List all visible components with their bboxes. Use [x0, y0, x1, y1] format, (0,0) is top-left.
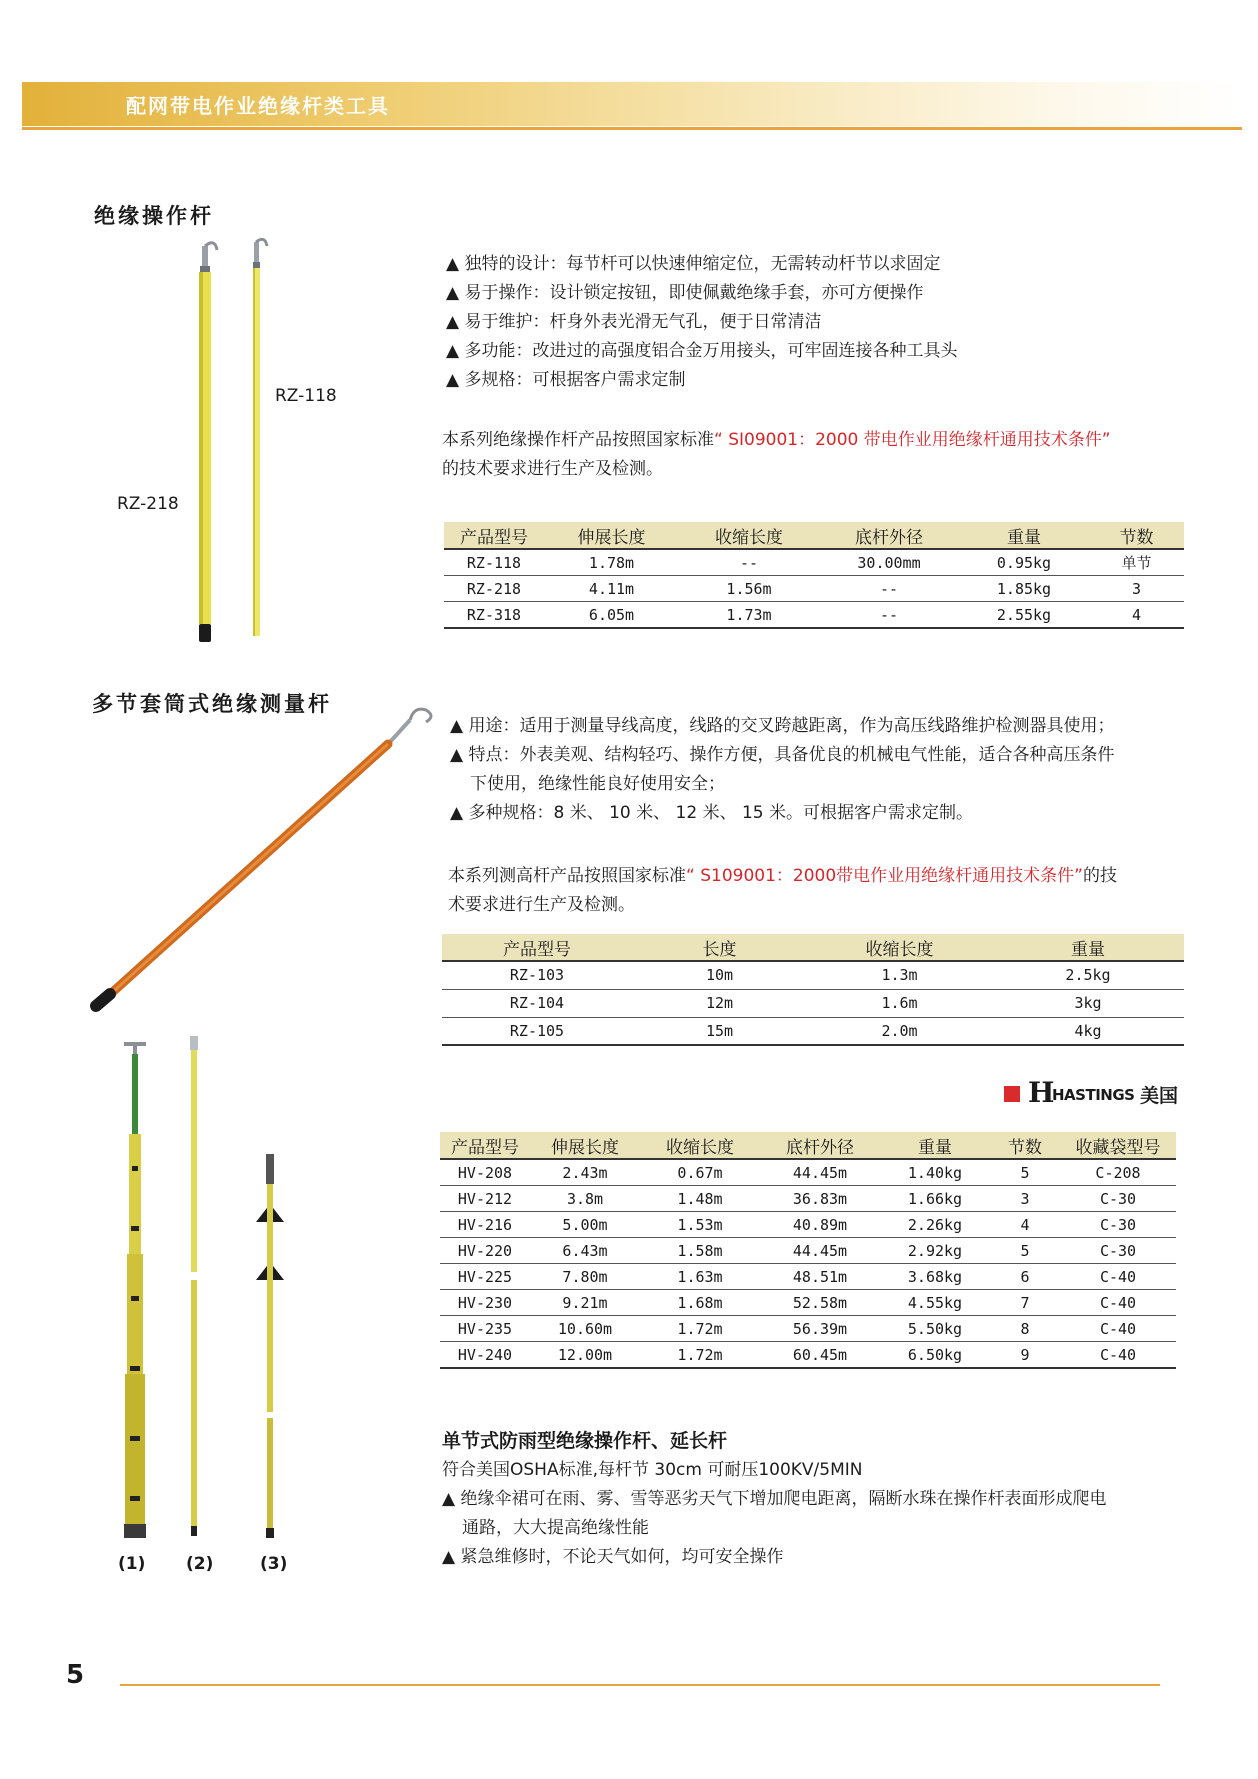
pole2-lower	[191, 1280, 197, 1526]
brand-name: HASTINGS	[1052, 1086, 1135, 1104]
brand-country: 美国	[1140, 1085, 1179, 1107]
table-cell: 2.0m	[807, 1017, 992, 1045]
section1-title: 绝缘操作杆	[94, 204, 214, 228]
table-row	[440, 1264, 1176, 1290]
table-cell: HV-208	[440, 1159, 530, 1186]
table-cell: HV-220	[440, 1238, 530, 1264]
table-row	[440, 1186, 1176, 1212]
table-header: 长度	[632, 934, 807, 961]
table-cell: 9.21m	[530, 1290, 640, 1316]
table-cell: 1.3m	[807, 961, 992, 989]
feature-item: ▲ 用途：适用于测量导线高度，线路的交叉跨越距离，作为高压线路维护检测器具使用；	[450, 716, 1115, 736]
table-header: 产品型号	[440, 1132, 530, 1159]
note-text: 的技	[1082, 866, 1117, 886]
table-cell: HV-235	[440, 1316, 530, 1342]
table-header: 收藏袋型号	[1060, 1132, 1176, 1159]
table-cell: 单节	[1089, 549, 1184, 576]
table-cell: RZ-104	[442, 989, 632, 1017]
table-cell: 3	[990, 1186, 1060, 1212]
table-row	[440, 1290, 1176, 1316]
table-cell: C-30	[1060, 1212, 1176, 1238]
table-cell: 12m	[632, 989, 807, 1017]
table-cell: 2.26kg	[880, 1212, 990, 1238]
table-cell: 9	[990, 1342, 1060, 1369]
rod-highlight	[106, 744, 388, 998]
table-cell: 2.5kg	[992, 961, 1184, 989]
pole2-upper	[191, 1050, 197, 1272]
section2-standard-note	[448, 862, 1208, 920]
table-cell: 48.51m	[760, 1264, 880, 1290]
table-cell: 56.39m	[760, 1316, 880, 1342]
hastings-spec-table	[440, 1132, 1176, 1369]
feature-item: ▲ 易于操作：设计锁定按钮，即使佩戴绝缘手套，亦可方便操作	[446, 283, 924, 303]
table-cell: 1.72m	[640, 1316, 760, 1342]
section1-standard-note	[442, 426, 1202, 484]
table-cell: C-30	[1060, 1186, 1176, 1212]
table-cell: 4	[1089, 602, 1184, 629]
table-cell: --	[679, 549, 819, 576]
table-header: 重量	[959, 522, 1089, 549]
table-cell: C-40	[1060, 1342, 1176, 1369]
pole-end-cap	[199, 624, 211, 642]
table-cell: --	[819, 602, 959, 629]
table-cell: 5	[990, 1238, 1060, 1264]
table-cell: 12.00m	[530, 1342, 640, 1369]
table-row	[444, 602, 1184, 629]
table-cell: 1.73m	[679, 602, 819, 629]
table-cell: 7	[990, 1290, 1060, 1316]
table-cell: RZ-318	[444, 602, 544, 629]
table-cell: 3.8m	[530, 1186, 640, 1212]
brand-logo-letter: H	[1028, 1076, 1055, 1109]
pole1-section	[127, 1254, 143, 1374]
feature-item: ▲ 紧急维修时，不论天气如何，均可安全操作	[442, 1547, 784, 1567]
table-cell: 4kg	[992, 1017, 1184, 1045]
feature-item: ▲ 多规格：可根据客户需求定制	[446, 370, 686, 390]
table-cell: 2.43m	[530, 1159, 640, 1186]
table-header: 重量	[992, 934, 1184, 961]
hastings-poles-image	[110, 1036, 300, 1546]
table-cell: 1.40kg	[880, 1159, 990, 1186]
table-cell: 3.68kg	[880, 1264, 990, 1290]
label-rz118: RZ-118	[275, 386, 337, 406]
table-row	[442, 1017, 1184, 1045]
pole1-section	[129, 1134, 141, 1254]
table-cell: 1.48m	[640, 1186, 760, 1212]
table-cell: 44.45m	[760, 1159, 880, 1186]
table-row	[444, 576, 1184, 602]
table-cell: HV-212	[440, 1186, 530, 1212]
table-cell: 5.00m	[530, 1212, 640, 1238]
table-cell: 1.66kg	[880, 1186, 990, 1212]
table-header: 底杆外径	[760, 1132, 880, 1159]
pole-joint	[200, 266, 210, 272]
table-cell: 8	[990, 1316, 1060, 1342]
pole3-end-cap	[266, 1528, 274, 1538]
pole1-button	[131, 1226, 139, 1231]
table-header: 伸展长度	[530, 1132, 640, 1159]
table-row	[440, 1316, 1176, 1342]
table-header: 收缩长度	[640, 1132, 760, 1159]
table-cell: 0.67m	[640, 1159, 760, 1186]
measuring-rod-image	[88, 706, 448, 1026]
note-text: 本系列绝缘操作杆产品按照国家标准	[442, 430, 714, 450]
table-cell: 52.58m	[760, 1290, 880, 1316]
feature-item: ▲ 易于维护：杆身外表光滑无气孔，便于日常清洁	[446, 312, 822, 332]
table-cell: 7.80m	[530, 1264, 640, 1290]
table-cell: 4.55kg	[880, 1290, 990, 1316]
table-cell: 10m	[632, 961, 807, 989]
table-cell: C-208	[1060, 1159, 1176, 1186]
table-cell: HV-240	[440, 1342, 530, 1369]
table-cell: 3kg	[992, 989, 1184, 1017]
table-cell: --	[819, 576, 959, 602]
label-rz218: RZ-218	[117, 494, 179, 514]
table-cell: 30.00mm	[819, 549, 959, 576]
section3-description	[442, 1456, 1106, 1572]
pole1-button	[130, 1366, 140, 1371]
table-cell: 1.56m	[679, 576, 819, 602]
feature-item: 下使用，绝缘性能良好使用安全；	[470, 774, 725, 794]
rod-end-cap	[96, 994, 110, 1006]
pole1-button	[132, 1166, 138, 1171]
table-cell: 36.83m	[760, 1186, 880, 1212]
table-cell: 6	[990, 1264, 1060, 1290]
section2-spec-table	[442, 934, 1184, 1046]
table-cell: 1.53m	[640, 1212, 760, 1238]
table-header: 产品型号	[444, 522, 544, 549]
insulating-operating-rods-image	[180, 238, 280, 658]
table-row	[440, 1238, 1176, 1264]
table-cell: 5	[990, 1159, 1060, 1186]
rod-head	[390, 720, 410, 742]
header-rule	[22, 127, 1242, 130]
table-row	[442, 989, 1184, 1017]
section1-spec-table	[444, 522, 1184, 629]
table-header: 收缩长度	[807, 934, 992, 961]
table-header: 收缩长度	[679, 522, 819, 549]
note-standard: “ SI09001：2000 带电作业用绝缘杆通用技术条件”	[714, 430, 1111, 450]
table-cell: 1.72m	[640, 1342, 760, 1369]
table-header: 节数	[1089, 522, 1184, 549]
pole1-button	[130, 1436, 140, 1441]
table-cell: 1.58m	[640, 1238, 760, 1264]
table-cell: HV-216	[440, 1212, 530, 1238]
table-cell: 5.50kg	[880, 1316, 990, 1342]
section3-subtitle: 单节式防雨型绝缘操作杆、延长杆	[442, 1430, 728, 1452]
table-row	[440, 1159, 1176, 1186]
table-cell: 4	[990, 1212, 1060, 1238]
pole1-button	[130, 1496, 140, 1501]
table-cell: C-40	[1060, 1264, 1176, 1290]
feature-item: ▲ 特点：外表美观、结构轻巧、操作方便，具备优良的机械电气性能，适合各种高压条件	[450, 745, 1115, 765]
pole-shaft-shade	[199, 272, 203, 624]
table-cell: 1.63m	[640, 1264, 760, 1290]
table-cell: 1.6m	[807, 989, 992, 1017]
note-text: 的技术要求进行生产及检测。	[442, 459, 663, 479]
table-header: 底杆外径	[819, 522, 959, 549]
note-text: 本系列测高杆产品按照国家标准	[448, 866, 686, 886]
footer-rule	[120, 1684, 1160, 1686]
note-standard: “ S109001：2000带电作业用绝缘杆通用技术条件”	[686, 866, 1083, 886]
table-row	[440, 1212, 1176, 1238]
table-cell: HV-230	[440, 1290, 530, 1316]
pole-joint-2	[253, 262, 260, 268]
table-cell: C-40	[1060, 1316, 1176, 1342]
feature-item: ▲ 独特的设计：每节杆可以快速伸缩定位，无需转动杆节以求固定	[446, 254, 941, 274]
feature-item: ▲ 绝缘伞裙可在雨、雾、雪等恶劣天气下增加爬电距离，隔断水珠在操作杆表面形成爬电	[442, 1489, 1107, 1509]
osha-line: 符合美国OSHA标准,每杆节 30cm 可耐压100KV/5MIN	[442, 1460, 863, 1480]
table-header: 节数	[990, 1132, 1060, 1159]
table-cell: HV-225	[440, 1264, 530, 1290]
table-cell: 4.11m	[544, 576, 679, 602]
pole-label-2: (2)	[186, 1554, 214, 1574]
pole1-section	[125, 1374, 145, 1524]
brand-red-square	[1004, 1086, 1020, 1102]
table-cell: 15m	[632, 1017, 807, 1045]
pole-hook-head	[202, 246, 208, 268]
pole2-head	[190, 1036, 198, 1050]
table-cell: 60.45m	[760, 1342, 880, 1369]
table-cell: 6.05m	[544, 602, 679, 629]
note-text: 术要求进行生产及检测。	[448, 895, 635, 915]
table-cell: C-30	[1060, 1238, 1176, 1264]
table-cell: 0.95kg	[959, 549, 1089, 576]
table-cell: 2.55kg	[959, 602, 1089, 629]
pole-label-3: (3)	[260, 1554, 288, 1574]
feature-item: ▲ 多功能：改进过的高强度铝合金万用接头，可牢固连接各种工具头	[446, 341, 958, 361]
section2-features	[450, 712, 1114, 828]
table-row	[444, 549, 1184, 576]
pole1-green-section	[132, 1054, 138, 1134]
feature-item: 通路，大大提高绝缘性能	[462, 1518, 649, 1538]
table-row	[440, 1342, 1176, 1369]
pole-hook-head-2	[254, 242, 259, 264]
section2-title: 多节套筒式绝缘测量杆	[92, 692, 332, 716]
table-cell: RZ-103	[442, 961, 632, 989]
table-cell: 1.68m	[640, 1290, 760, 1316]
header-title: 配网带电作业绝缘杆类工具	[126, 94, 390, 118]
table-row	[442, 961, 1184, 989]
table-cell: 1.85kg	[959, 576, 1089, 602]
pole-shaft-shade-2	[253, 268, 255, 636]
table-cell: C-40	[1060, 1290, 1176, 1316]
table-cell: 2.92kg	[880, 1238, 990, 1264]
pole2-end-cap	[191, 1526, 197, 1536]
table-cell: 3	[1089, 576, 1184, 602]
pole1-button	[131, 1296, 139, 1301]
table-cell: RZ-218	[444, 576, 544, 602]
pole3-head	[266, 1154, 274, 1184]
table-cell: 40.89m	[760, 1212, 880, 1238]
pole1-head	[124, 1044, 146, 1054]
rod-hook	[410, 709, 431, 722]
table-cell: 1.78m	[544, 549, 679, 576]
feature-item: ▲ 多种规格：8 米、 10 米、 12 米、 15 米。可根据客户需求定制。	[450, 803, 974, 823]
table-header: 伸展长度	[544, 522, 679, 549]
pole1-end-cap	[124, 1524, 146, 1538]
table-cell: RZ-118	[444, 549, 544, 576]
table-cell: RZ-105	[442, 1017, 632, 1045]
table-cell: 44.45m	[760, 1238, 880, 1264]
table-header: 产品型号	[442, 934, 632, 961]
page-number: 5	[66, 1660, 85, 1690]
table-header: 重量	[880, 1132, 990, 1159]
section1-features	[446, 250, 957, 395]
table-cell: 6.43m	[530, 1238, 640, 1264]
pole3-lower	[267, 1418, 273, 1528]
pole-label-1: (1)	[118, 1554, 146, 1574]
hastings-table-body	[440, 1159, 1176, 1368]
table-cell: 10.60m	[530, 1316, 640, 1342]
pole3-upper	[267, 1184, 273, 1412]
table-cell: 6.50kg	[880, 1342, 990, 1369]
